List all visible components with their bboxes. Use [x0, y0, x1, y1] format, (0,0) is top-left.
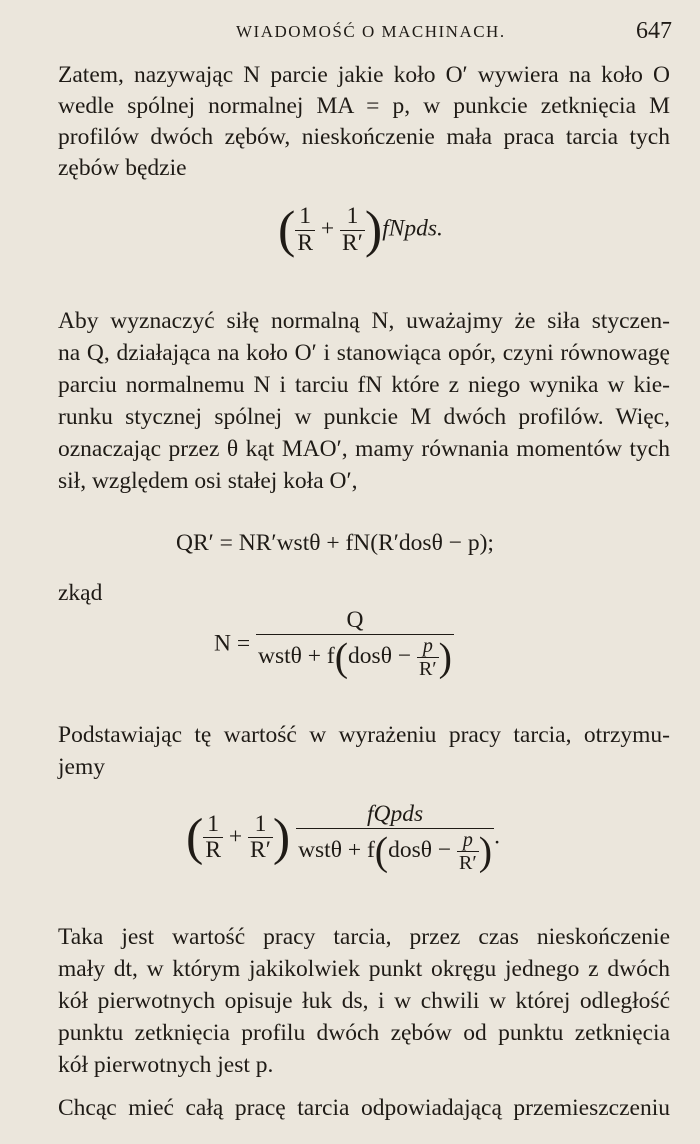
text-line: Aby wyznaczyć siłę normalną N, uważajmy że siła styczen- [58, 308, 670, 334]
page-number: 647 [636, 18, 672, 44]
fraction-main: fQpds wstθ + f(dosθ − $\frac{p}{R'}$ ) [298, 801, 493, 874]
text-line: profilów dwóch zębów, nieskończenie mała praca tarcia tych [58, 124, 670, 150]
fraction-1-over-R: $\frac{1}{R}$ [297, 203, 314, 256]
text-line: Zatem, nazywając N parcie jakie koło O′ wywiera na koło O [58, 62, 670, 88]
text-line: Taka jest wartość pracy tarcia, przez czas nieskończenie [58, 924, 670, 950]
equation-lhs: N = [214, 630, 251, 657]
text-line: runku stycznej spólnej w punkcie M dwóch profilów. Więc, [58, 404, 670, 430]
equation-2: QR′ = NR′wstθ + fN(R′dosθ − p); [176, 530, 494, 556]
text-line: na Q, działająca na koło O′ i stanowiąca opór, czyni równowagę [58, 340, 670, 366]
equation-3 [214, 608, 454, 680]
plus-sign: + [320, 215, 335, 242]
paren-left: ( [278, 201, 296, 259]
text-line: mały dt, w którym jakikolwiek punkt okręgu jednego z dwóch [58, 956, 670, 982]
text-line: Podstawiając tę wartość w wyrażeniu pracy tarcia, otrzymu- [58, 722, 670, 748]
text-line: jemy [58, 754, 105, 780]
page-header [0, 18, 700, 48]
paren-right: ) [364, 201, 383, 259]
fraction-1-over-R-prime: $\frac{1}{R'}$ [250, 810, 271, 864]
fraction-main [256, 608, 454, 680]
text-line: oznaczając przez θ kąt MAO′, mamy równania momentów tych [58, 436, 670, 462]
text-line: kół pierwotnych opisuje łuk ds, i w chwili w której odległość [58, 988, 670, 1014]
equation-tail: fNpds. [382, 215, 443, 242]
text-line: sił, względem osi stałej koła O′, [58, 468, 358, 494]
text-line: wedle spólnej normalnej MA = p, w punkcie zetknięcia M [58, 93, 670, 119]
plus-sign: + [228, 823, 243, 850]
denominator: wstθ + f(dosθ − $\frac{p}{R'}$ ) [257, 634, 452, 680]
fraction-1-over-R: $\frac{1}{R}$ [205, 810, 222, 864]
text-line: parciu normalnemu N i tarciu fN które z niego wynika w kie- [58, 372, 670, 398]
period: . [494, 823, 500, 850]
text-line: kół pierwotnych jest p. [58, 1052, 274, 1078]
fraction-1-over-R-prime: $\frac{1}{R'}$ [342, 203, 363, 256]
text-line: Chcąc mieć całą pracę tarcia odpowiadającą przemieszczeniu [58, 1095, 670, 1121]
text-line: punktu zetknięcia profilu dwóch zębów od punktu zetknięcia [58, 1020, 670, 1046]
numerator: Q [346, 607, 364, 633]
running-title: WIADOMOŚĆ O MACHINACH. [236, 22, 506, 41]
equation-4: ( $\frac{1}{R}$ + $\frac{1}{R'}$ ) fQpds wstθ + f(dosθ − $\frac{p}{R'}$ ) . [186, 801, 500, 874]
equation-1 [278, 201, 443, 259]
zkad-word: zkąd [58, 580, 103, 606]
text-line: zębów będzie [58, 155, 187, 181]
